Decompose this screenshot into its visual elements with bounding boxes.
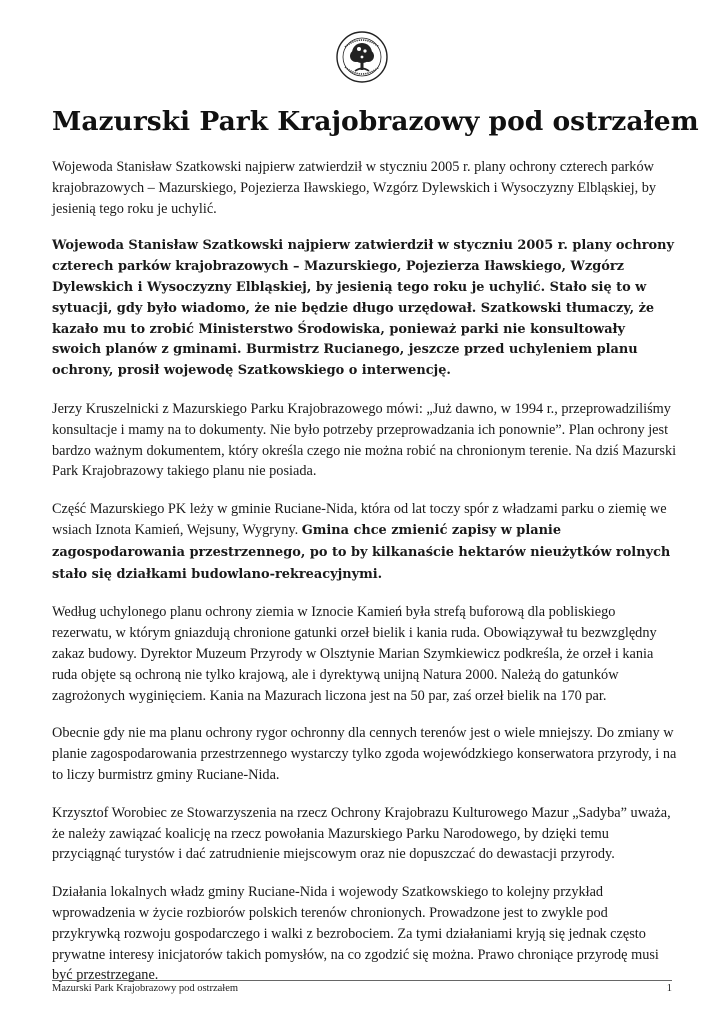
lead-paragraph: Wojewoda Stanisław Szatkowski najpierw zatwierdził w styczniu 2005 r. plany ochrony czterech parków krajobrazowych – Mazurskiego, Pojezierza Iławskiego, Wzgórz Dylewskich i Wysoczyzny Elbląskiej, by jesienią tego roku je uchylić. <box>52 159 657 217</box>
bold-paragraph: Wojewoda Stanisław Szatkowski najpierw zatwierdził w styczniu 2005 r. plany ochrony czterech parków krajobrazowych – Mazurskiego, Pojezierza Iławskiego, Wzgórz Dylewskich i Wysoczyzny Elbląskiej, by jesienią tego roku je uchylić. Stało się to w sytuacji, gdy było wiadomo, że nie będzie długo urzędował. Szatkowski tłumaczy, że kazało mu to zrobić Ministerstwo Środowiska, ponieważ parki nie konsultowały swoich planów z gminami. Burmistrz Rucianego, jeszcze przed uchyleniem planu ochrony, prosił wojewodę Szatkowskiego o interwencję. <box>52 238 674 379</box>
page-title: Mazurski Park Krajobrazowy pod ostrzałem <box>52 106 699 137</box>
paragraph-gmina-text: Część Mazurskiego PK leży w gminie Ruciane-Nida, która od lat toczy spór z władzami parku o ziemię we wsiach Iznota Kamień, Wejsuny, Wygryny. <box>52 501 667 538</box>
paragraph-gmina <box>52 499 677 585</box>
paragraph-obecnie: Obecnie gdy nie ma planu ochrony rygor ochronny dla cennych terenów jest o wiele mniejszy. Do zmiany w planie zagospodarowania przestrzennego wystarczy tylko zgoda wojewódzkiego konserwatora przyrody, i na to liczy burmistrz gminy Ruciane-Nida. <box>52 725 677 783</box>
paragraph-kruszelnicki: Jerzy Kruszelnicki z Mazurskiego Parku Krajobrazowego mówi: „Już dawno, w 1994 r., przeprowadziliśmy konsultacje i mamy na to dokumenty. Nie było potrzeby przeprowadzania ich ponownie”. Plan ochrony jest bardzo ważnym dokumentem, który określa czego nie można robić na chronionym terenie. Na dziś Mazurski Park Krajobrazowy takiego planu nie posiada. <box>52 400 677 480</box>
page-number: 1 <box>666 983 672 994</box>
footer-title: Mazurski Park Krajobrazowy pod ostrzałem <box>52 983 239 994</box>
paragraph-gmina-bold: Gmina chce zmienić zapisy w planie zagospodarowania przestrzennego, po to by kilkanaście hektarów nieużytków rolnych stało się działkami budowlano-rekreacyjnymi. <box>52 522 671 582</box>
footer-divider <box>52 980 672 981</box>
paragraph-uchylonego-planu: Według uchylonego planu ochrony ziemia w Iznocie Kamień była strefą buforową dla pobliskiego rezerwatu, w którym gniazdują chronione gatunki orzeł bielik i kania ruda. Obowiązywał tu bezwzględny zakaz budowy. Dyrektor Muzeum Przyrody w Olsztynie Marian Szymkiewicz podkreśla, że orzeł i kania ruda objęte są ochroną nie tylko krajową, ale i dyrektywą unijną Natura 2000. Należą do gatunków zagrożonych wyginięciem. Kania na Mazurach liczona jest na 50 par, zaś orzeł bielik na 170 par. <box>52 604 657 704</box>
paragraph-dzialania: Działania lokalnych władz gminy Ruciane-Nida i wojewody Szatkowskiego to kolejny przykład wprowadzenia w życie rozbiorów polskich terenów chronionych. Prowadzone jest to zwykle pod przykrywką rozwoju gospodarczego i walki z bezrobociem. Za tymi działaniami kryją się jednak często prywatne interesy inicjatorów takich pomysłów, na co zgodzić się można. Prawo chroniące przyrodę musi być przestrzegane. <box>52 884 659 984</box>
tree-emblem-icon <box>335 30 389 84</box>
paragraph-worobiec: Krzysztof Worobiec ze Stowarzyszenia na rzecz Ochrony Krajobrazu Kulturowego Mazur „Sadyba” uważa, że należy zawiązać koalicję na rzecz powołania Mazurskiego Parku Narodowego, by dzięki temu przyciągnąć turystów i dać zatrudnienie miejscowym oraz nie dopuszczać do dewastacji przyrody. <box>52 804 671 863</box>
article-body <box>52 157 677 1003</box>
logo <box>335 30 389 84</box>
